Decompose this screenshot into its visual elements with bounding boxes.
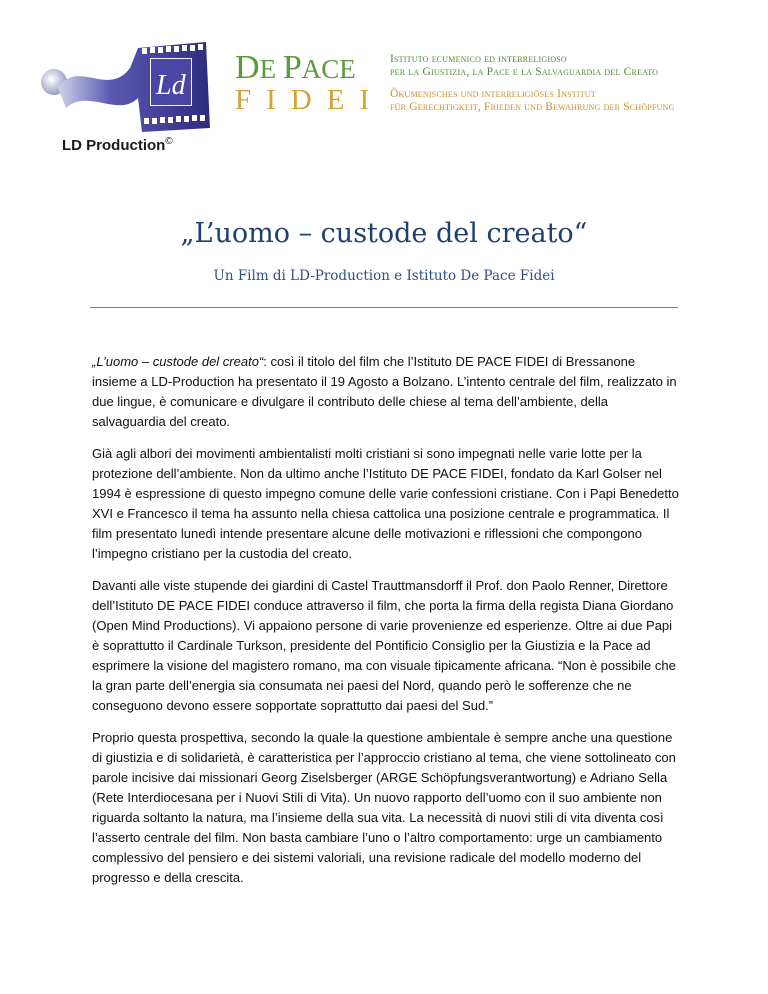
document-title: „L’uomo – custode del creato“	[180, 218, 588, 249]
de-pace-fidei-logo	[235, 49, 385, 116]
paragraph-2: Già agli albori dei movimenti ambientalisti molti cristiani si sono impegnati nelle varie lotte per la protezione dell’ambiente. Non da ultimo anche l’Istituto DE PACE FIDEI, fondato da Karl Golser nel 1994 è espressione di questo impegno comune delle varie confessioni cristiane. Con i Papi Benedetto XVI e Francesco il tema ha assunto nella chiesa cattolica una posizione centrale e programmatica. Il film presentato lunedì intende presentare alcune delle motivazioni e riflessioni che compongono l’impegno cristiano per la custodia del creato.	[92, 446, 679, 561]
dpf-logo-line2: FIDEI	[235, 84, 385, 116]
institute-de-line1: Ökumenisches und interreligiöses Institut	[390, 88, 596, 100]
title-divider	[90, 307, 678, 308]
institute-de-line2: für Gerechtigkeit, Frieden und Bewahrung der Schöpfung	[390, 101, 675, 113]
ld-production-logo	[38, 28, 228, 138]
document-subtitle: Un Film di LD-Production e Istituto De Pace Fidei	[213, 268, 555, 284]
institute-it-line1: Istituto ecumenico ed interreligioso	[390, 53, 567, 65]
institute-names	[390, 53, 675, 114]
film-title-italic: „L’uomo – custode del creato“	[92, 354, 264, 369]
ld-logo-letters: Ld	[156, 70, 186, 101]
paragraph-1: „L’uomo – custode del creato“: così il titolo del film che l’Istituto DE PACE FIDEI di Bressanone insieme a LD-Production ha presentato il 19 Agosto a Bolzano. L’intento centrale del film, realizzato in due lingue, è comunicare e divulgare il contributo delle chiese al tema dell’ambiente, della salvaguardia del creato.	[92, 354, 677, 429]
ld-production-caption: LD Production©	[62, 136, 173, 154]
page-header	[0, 0, 768, 170]
document-body	[92, 352, 682, 900]
institute-it-line2: per la Giustizia, la Pace e la Salvaguardia del Creato	[390, 66, 659, 78]
paragraph-3: Davanti alle viste stupende dei giardini di Castel Trauttmansdorff il Prof. don Paolo Renner, Direttore dell’Istituto DE PACE FIDEI conduce attraverso il film, che porta la firma della regista Diana Giordano (Open Mind Productions). Vi appaiono persone di varie provenienze ed esperienze. Oltre ai due Papi è soprattutto il Cardinale Turkson, presidente del Pontificio Consiglio per la Giustizia e la Pace ad esprimere la visione del magistero romano, ma con visuale tipicamente africana. “Non è possibile che la gran parte dell’energia sia consumata nei paesi del Nord, quando però le sofferenze che ne conseguono devono essere sopportate soprattutto dai paesi del Sud.”	[92, 578, 676, 713]
paragraph-4: Proprio questa prospettiva, secondo la quale la questione ambientale è sempre anche una questione di giustizia e di solidarietà, è caratteristica per l’approccio cristiano al tema, che viene sottolineato con parole incisive dai missionari Georg Ziselsberger (ARGE Schöpfungsverantwortung) e Adriano Sella (Rete Interdiocesana per i Nuovi Stili di Vita). Un nuovo rapporto dell’uomo con il suo ambiente non riguarda soltanto la natura, ma l’insieme della sua vita. La necessità di nuovi stili di vita diventa così l’asserto centrale del film. Non basta cambiare l’uno o l’altro comportamento: urge un cambiamento complessivo del pensiero e dei sistemi valoriali, una revisione radicale del modello moderno del progresso e della crescita.	[92, 730, 676, 885]
dpf-logo-line1: DE PACE	[235, 49, 356, 86]
